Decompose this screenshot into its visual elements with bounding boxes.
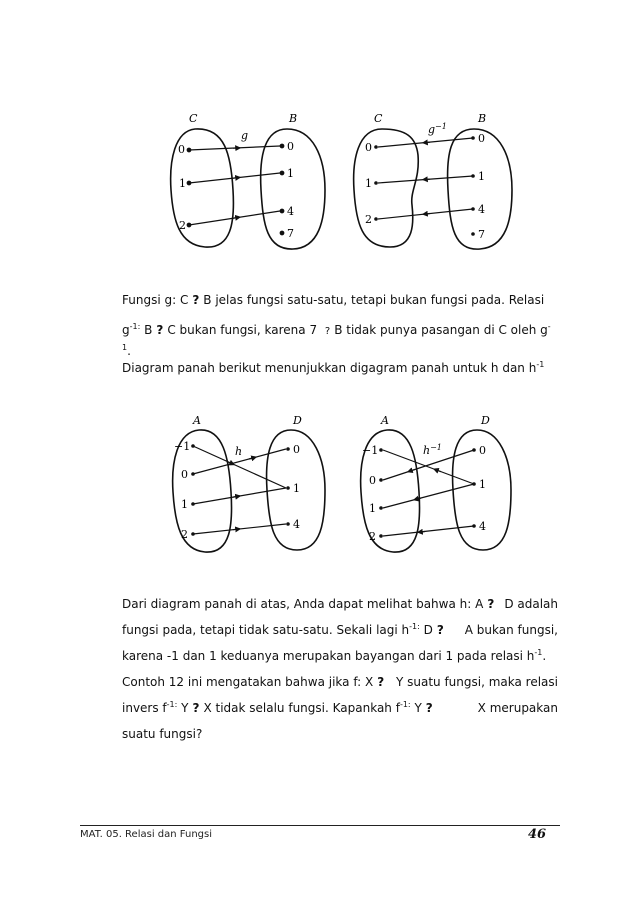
point [379, 478, 383, 482]
text-line [122, 316, 558, 346]
right-elem: 4 [293, 518, 300, 531]
map-label: g [241, 129, 249, 142]
superscript: -1: [409, 622, 420, 631]
footer-rule [80, 825, 560, 826]
text-span: X merupakan [477, 701, 558, 715]
text-line [122, 591, 558, 617]
set-label-left: A [381, 414, 389, 427]
text-span: invers f [122, 701, 167, 715]
set-label-right: D [481, 414, 490, 427]
symbol-missing: ? [324, 326, 331, 337]
text-span: B [144, 323, 153, 337]
text-line [122, 286, 558, 314]
right-elem: 0 [287, 140, 294, 153]
text-span: fungsi pada, tetapi tidak satu-satu. Sekali lagi h [122, 623, 410, 637]
symbol-missing: ? [436, 623, 444, 637]
point [379, 506, 383, 510]
text-span: Dari diagram panah di atas, Anda dapat melihat bahwa h: A [122, 597, 484, 611]
right-elem: 7 [478, 228, 485, 241]
text-span: A bukan fungsi, [464, 623, 558, 637]
arrow-diagram-h-inverse [355, 412, 525, 562]
text-span: Fungsi g: C [122, 293, 189, 307]
left-elem: 1 [179, 177, 186, 190]
text-line [122, 617, 558, 643]
right-elem: 0 [478, 132, 485, 145]
text-span: . [542, 649, 547, 663]
left-elem: −1 [362, 444, 379, 457]
text-span: B tidak punya pasangan di C oleh g [334, 323, 548, 337]
text-line [122, 695, 558, 721]
superscript: -1: [129, 322, 141, 331]
set-label-right: B [478, 112, 487, 125]
text-line [122, 721, 558, 747]
map-label [428, 122, 447, 136]
symbol-missing: ? [192, 293, 200, 307]
point [280, 209, 284, 213]
text-span: X tidak selalu fungsi. Kapankah f [203, 701, 400, 715]
symbol-missing: ? [487, 597, 495, 611]
point [280, 144, 284, 148]
text-span: . [127, 344, 131, 358]
right-elem: 4 [287, 205, 294, 218]
left-elem: −1 [174, 440, 191, 453]
text-line [122, 344, 558, 358]
left-elem: 1 [369, 502, 376, 515]
set-label-right: D [293, 414, 302, 427]
text-span: karena -1 dan 1 keduanya merupakan bayangan dari 1 pada relasi h [122, 649, 535, 663]
map-label-letter: g [428, 123, 436, 136]
text-span: B jelas fungsi satu-satu, tetapi bukan fungsi pada. Relasi [203, 293, 545, 307]
text-span: Diagram panah berikut menunjukkan digagram panah untuk h dan h [122, 361, 537, 375]
point [379, 448, 383, 452]
left-elem: 1 [365, 177, 372, 190]
text-span: D [423, 623, 433, 637]
left-elem: 2 [365, 213, 372, 226]
text-span: C bukan fungsi, karena 7 [167, 323, 318, 337]
right-elem: 1 [293, 482, 300, 495]
right-elem: 4 [479, 520, 486, 533]
arrow [383, 484, 474, 508]
map-label-sup: −1 [435, 122, 447, 131]
map-label-letter: h [423, 444, 431, 457]
left-elem: 0 [365, 141, 372, 154]
left-elem: 2 [369, 530, 376, 543]
arrow-diagram-h [165, 412, 335, 562]
point [374, 145, 378, 149]
right-elem: 7 [287, 227, 294, 240]
text-span: suatu fungsi? [122, 727, 203, 741]
text-span: g [122, 323, 130, 337]
symbol-missing: ? [192, 701, 200, 715]
symbol-missing: ? [425, 701, 433, 715]
footer-title: MAT. 05. Relasi dan Fungsi [80, 829, 212, 840]
text-line [122, 669, 558, 695]
right-elem: 1 [479, 478, 486, 491]
page-number: 46 [528, 827, 547, 842]
point [471, 232, 475, 236]
point [280, 231, 284, 235]
point [374, 181, 378, 185]
map-label-sup: −1 [430, 443, 442, 452]
left-elem: 2 [179, 219, 186, 232]
point [286, 486, 290, 490]
symbol-missing: ? [377, 675, 385, 689]
right-elem: 4 [478, 203, 485, 216]
text-line [122, 358, 558, 378]
set-label-left: A [193, 414, 201, 427]
symbol-missing: ? [156, 323, 164, 337]
paragraph-g [122, 286, 558, 378]
text-span: Y [181, 701, 189, 715]
left-elem: 0 [178, 143, 185, 156]
superscript: -1: [399, 700, 411, 709]
text-span: D adalah [504, 597, 558, 611]
left-elem: 1 [181, 498, 188, 511]
set-label-left: C [374, 112, 383, 125]
right-elem: 1 [478, 170, 485, 183]
map-label: h [235, 445, 243, 458]
paragraph-h [122, 591, 558, 747]
left-elem: 2 [181, 528, 188, 541]
arrow-diagram-g [165, 105, 335, 257]
superscript: -1: [166, 700, 178, 709]
left-elem: 0 [181, 468, 188, 481]
superscript: -1 [534, 648, 543, 657]
right-elem: 0 [479, 444, 486, 457]
text-line [122, 643, 558, 669]
point [286, 522, 290, 526]
point [374, 217, 378, 221]
point [286, 447, 290, 451]
set-label-right: B [289, 112, 298, 125]
set-label-left: C [189, 112, 198, 125]
superscript: - [547, 322, 551, 331]
text-span: Y [414, 701, 422, 715]
arrow-diagram-g-inverse [350, 105, 520, 257]
right-elem: 1 [287, 167, 294, 180]
point [379, 534, 383, 538]
right-elem: 0 [293, 443, 300, 456]
superscript: 1 [122, 343, 128, 352]
map-label [423, 443, 442, 457]
left-elem: 0 [369, 474, 376, 487]
point [280, 171, 284, 175]
superscript: -1 [536, 360, 545, 369]
text-span: Contoh 12 ini mengatakan bahwa jika f: X [122, 675, 374, 689]
text-span: Y suatu fungsi, maka relasi [395, 675, 558, 689]
